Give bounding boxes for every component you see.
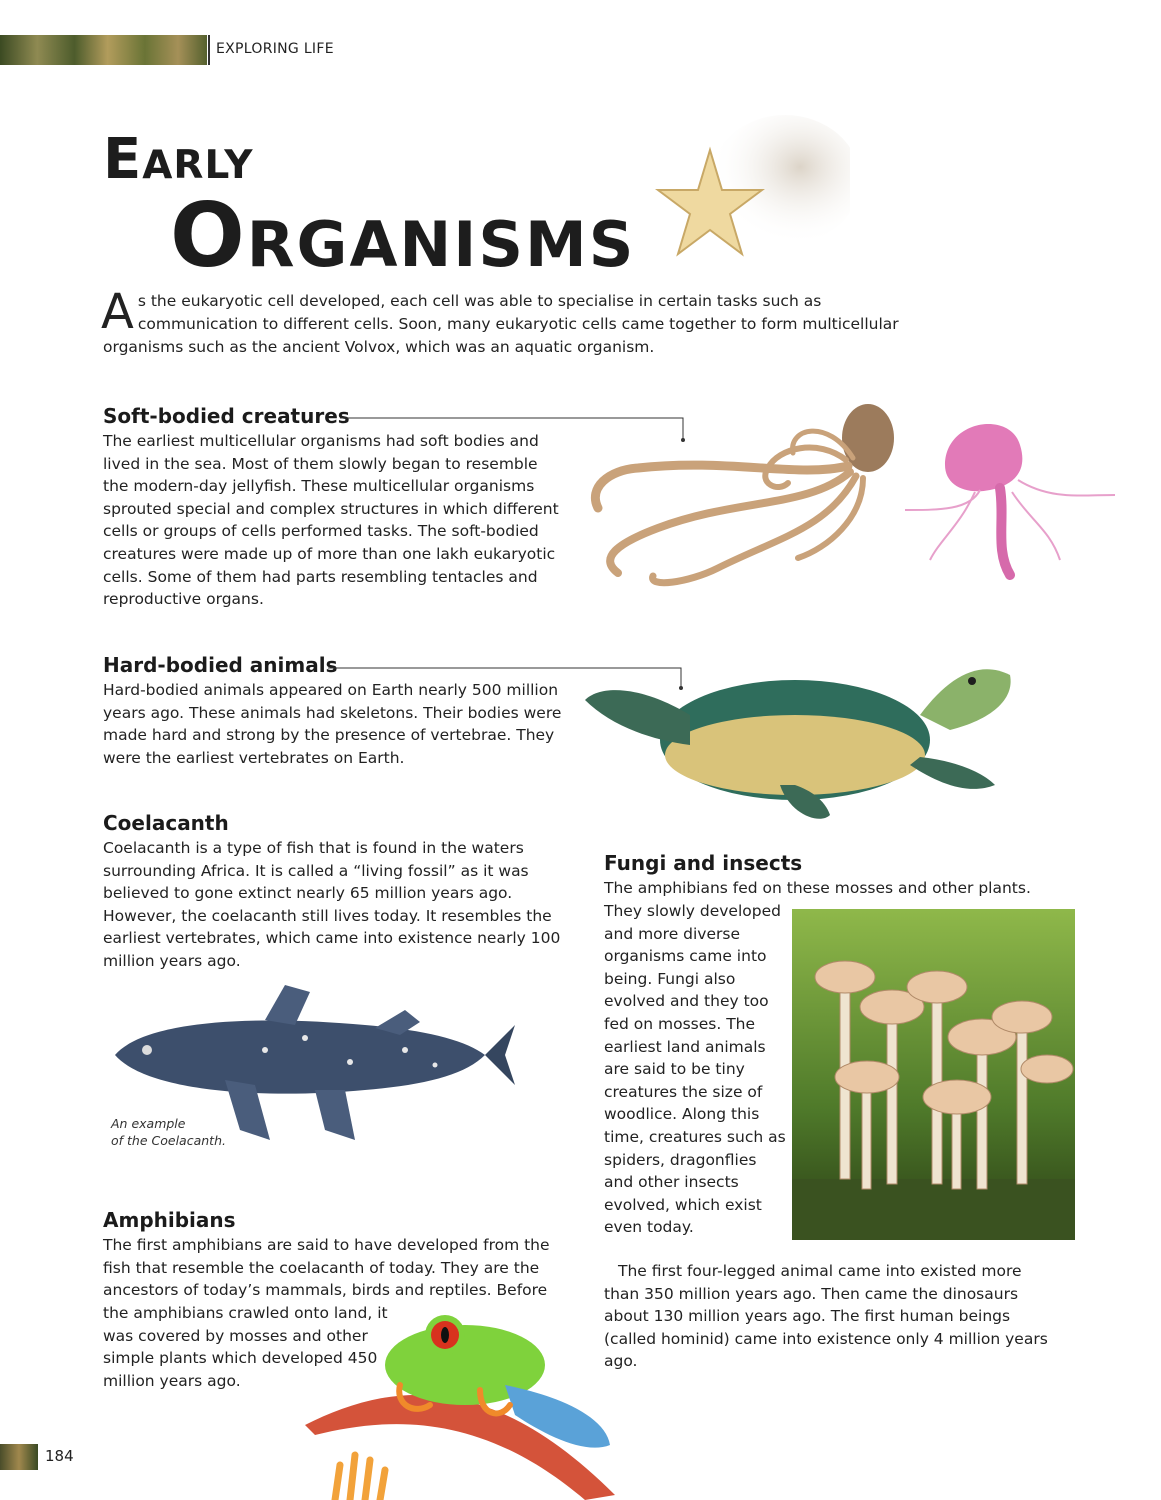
heading-amphibians: Amphibians [103,1208,236,1232]
coral-illustration [325,1445,395,1500]
fish-tail [485,1025,515,1085]
heading-coelacanth: Coelacanth [103,811,229,835]
header-banner-image [0,35,207,65]
text-closing: The first four-legged animal came into existed more than 350 million years ago. Then came the dinosaurs about 130 million years ago. The first human beings (called hominid) came into existence only 4 million years ago. [604,1262,1048,1371]
heading-soft-bodied: Soft-bodied creatures [103,404,350,428]
text-amphibians-full: The first amphibians are said to have developed from the fish that resemble the coelacanth of today. They are the ancestors of today’s mammals, birds and reptiles. Before [103,1236,550,1300]
intro-paragraph [101,284,933,359]
text-soft-bodied: The earliest multicellular organisms had soft bodies and lived in the sea. Most of them slowly began to resemble the modern-day jellyfish. These multicellular organisms sprouted special and complex structures in which different cells or groups of cells performed tasks. The soft-bodied creatures were made up of more than one lakh eukaryotic cells. Some of them had parts resembling tentacles and reproductive organs. [103,432,559,609]
turtle-head [920,669,1011,730]
jellyfish-bell [945,424,1022,491]
text-hard-bodied: Hard-bodied animals appeared on Earth nearly 500 million years ago. These animals had skeletons. Their bodies were made hard and strong by the presence of vertebrae. They were the earliest vertebrates on Earth. [103,681,562,767]
octopus-head [842,404,894,472]
text-coelacanth: Coelacanth is a type of fish that is found in the waters surrounding Africa. It is called a “living fossil” as it was believed to gone extinct nearly 65 million years ago. However, the coelacanth still lives today. It resembles the earliest vertebrates, which came into existence nearly 100 million years ago. [103,839,561,970]
page-number: 184 [45,1447,74,1465]
jellyfish-illustration [900,410,1120,585]
fish-dorsal-fin [265,985,310,1025]
heading-fungi: Fungi and insects [604,851,803,875]
coelacanth-caption [111,1115,226,1149]
fish-body [115,1020,485,1093]
header-divider [208,35,210,65]
sea-turtle-illustration [580,645,1020,825]
footer-thumbnail-image [0,1444,38,1470]
turtle-front-flipper [585,690,690,745]
text-fungi-full: The amphibians fed on these mosses and other plants. [604,879,1031,897]
starfish-illustration [650,110,850,285]
text-amphibians-narrow: the amphibians crawled onto land, it was covered by mosses and other simple plants which developed 450 million years ago. [103,1304,388,1390]
page-title-line1: Early [103,127,254,192]
octopus-illustration [578,398,923,598]
text-fungi-narrow: They slowly developed and more diverse organisms came into being. Fungi also evolved and they too fed on mosses. The earliest land animals are said to be tiny creatures the size of woodlice. Along this time, creatures such as spiders, dragonflies and other insects evolved, which exist even today. [604,902,786,1237]
section-label: EXPLORING LIFE [216,41,334,57]
intro-text: s the eukaryotic cell developed, each cell was able to specialise in certain tasks such as communication to different cells. Soon, many eukaryotic cells came together to form multicellular organisms such as the ancient Volvox, which was an aquatic organism. [103,292,899,356]
intro-dropcap: A [101,284,134,340]
page-title-line2: Organisms [170,184,636,287]
heading-hard-bodied: Hard-bodied animals [103,653,338,677]
mushroom-photo [792,909,1075,1240]
caption-line2: of the Coelacanth. [111,1133,226,1148]
caption-line1: An example [111,1116,186,1131]
